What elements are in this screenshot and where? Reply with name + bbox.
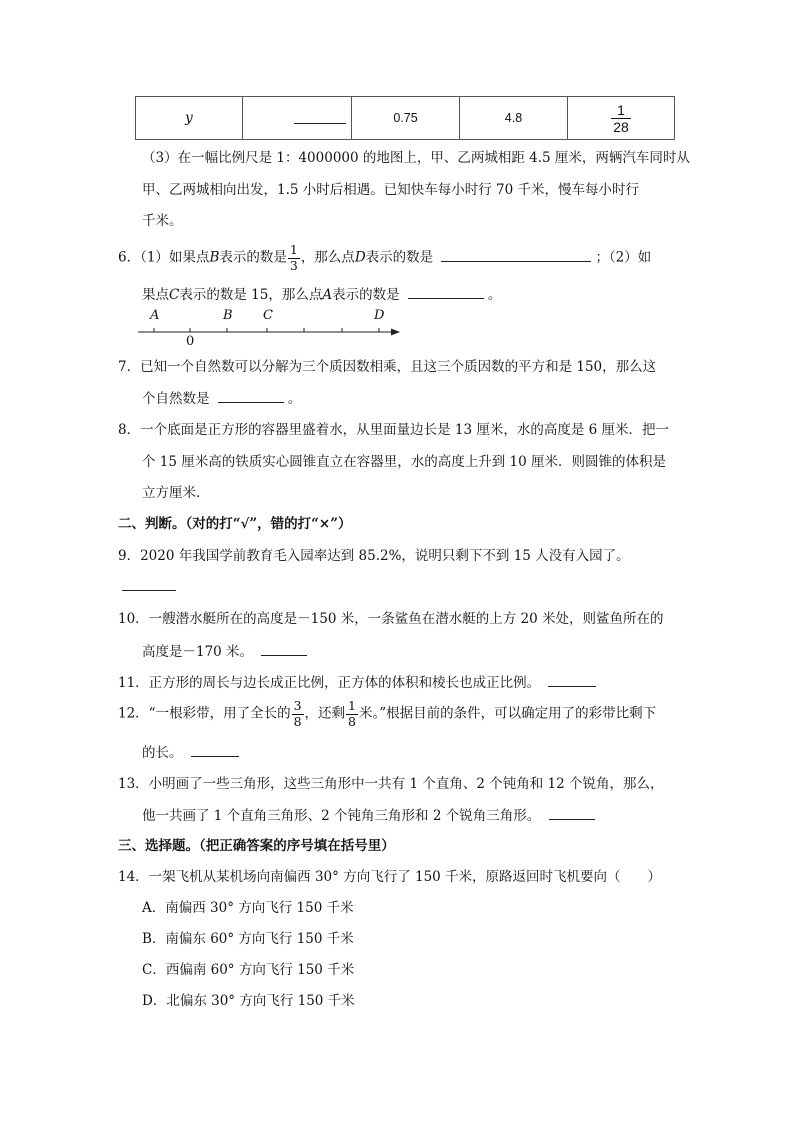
answer-blank [408, 284, 484, 299]
answer-blank [548, 672, 596, 687]
fraction: $\frac{1}{3}$ [289, 242, 298, 273]
q13-line1: 13．小明画了一些三角形，这些三角形中一共有 1 个直角、2 个钝角和 12 个锐角，那么， [118, 776, 664, 792]
fraction-numerator: 1 [611, 103, 631, 119]
q6-line1 [118, 244, 651, 272]
q6-text: ，那么点 [300, 249, 355, 266]
number-line-label-d: D [374, 308, 385, 323]
number-line-label-b: B [223, 308, 233, 323]
table-cell-label: y [136, 97, 243, 140]
q8-line2: 个 15 厘米高的铁质实心圆锥直立在容器里，水的高度上升到 10 厘米．则圆锥的体积是 [142, 454, 667, 470]
table-cell-blank [243, 97, 352, 140]
q14-option-a: A．南偏西 30° 方向飞行 150 千米 [142, 900, 354, 916]
section-heading-choice: 三、选择题。（把正确答案的序号填在括号里） [118, 838, 395, 854]
q13-line2: 他一共画了 1 个直角三角形、2 个钝角三角形和 2 个锐角三角形。 [142, 805, 599, 826]
fraction-denominator: 28 [613, 118, 629, 135]
q5-3-line3: 千米。 [142, 213, 183, 229]
number-line-label-c: C [263, 308, 273, 323]
answer-blank [294, 109, 346, 124]
q10-line2: 高度是－170 米。 [142, 641, 311, 662]
q14-stem: 14．一架飞机从某机场向南偏西 30° 方向飞行了 150 千米，原路返回时飞机要向（ ） [118, 869, 662, 885]
q12-line2: 的长。 [142, 742, 243, 763]
table-cell: 0.75 [352, 97, 460, 140]
q8-line1: 8．一个底面是正方形的容器里盛着水，从里面量边长是 13 厘米，水的高度是 6 厘米．把一 [118, 422, 670, 438]
q6-text: 表示的数是 [219, 249, 287, 266]
point-a: A [322, 287, 333, 303]
point-b: B [209, 249, 220, 266]
section-heading-judge: 二、判断。（对的打“√”，错的打“×”） [118, 516, 352, 532]
fraction [611, 103, 631, 134]
answer-blank [191, 742, 239, 757]
q11-line: 11．正方形的周长与边长成正比例，正方体的体积和棱长也成正比例。 [118, 672, 600, 693]
number-line [138, 306, 408, 350]
q9-answer [118, 576, 180, 597]
q14-option-b: B．南偏东 60° 方向飞行 150 千米 [142, 931, 354, 947]
q6-line2: 果点C表示的数是 15，那么点A表示的数是 。 [142, 284, 501, 305]
q14-option-d: D．北偏东 30° 方向飞行 150 千米 [142, 993, 355, 1009]
q6-text: ；（2）如 [595, 249, 652, 266]
number-line-label-a: A [150, 308, 160, 323]
q12-line1: 12．“一根彩带，用了全长的 $\frac{3}{8}$ ，还剩 $\frac{1}{8}$ 米。”根据目前的条件，可以确定用了的彩带比剩下 [118, 698, 657, 729]
answer-blank [441, 247, 591, 262]
number-line-zero: 0 [186, 334, 195, 349]
q5-3-line2: 甲、乙两城相向出发，1.5 小时后相遇。已知快车每小时行 70 千米，慢车每小时行 [142, 182, 640, 198]
table-cell-fraction [568, 97, 675, 140]
proportion-table [135, 96, 675, 140]
q14-option-c: C．西偏南 60° 方向飞行 150 千米 [142, 962, 355, 978]
q6-text: 表示的数是 [365, 249, 434, 266]
q7-line2: 个自然数是 。 [142, 388, 301, 409]
point-d: D [354, 249, 366, 266]
q7-line1: 7．已知一个自然数可以分解为三个质因数相乘，且这三个质因数的平方和是 150，那么这 [118, 359, 657, 375]
point-c: C [169, 287, 180, 303]
number-line-axis [138, 306, 408, 350]
fraction: $\frac{3}{8}$ [293, 698, 302, 729]
table-cell: 4.8 [460, 97, 568, 140]
table-row [136, 97, 675, 140]
answer-blank [218, 388, 284, 403]
q9-line: 9．2020 年我国学前教育毛入园率达到 85.2%，说明只剩下不到 15 人没有入园了。 [118, 548, 630, 564]
q8-line3: 立方厘米． [142, 485, 210, 501]
fraction: $\frac{1}{8}$ [348, 698, 356, 729]
q10-line1: 10．一艘潜水艇所在的高度是－150 米，一条鲨鱼在潜水艇的上方 20 米处，则鲨鱼所在的 [118, 611, 664, 627]
answer-blank [261, 641, 307, 656]
q6-text: 6．（1）如果点 [118, 249, 210, 266]
answer-blank [549, 805, 595, 820]
q5-3-line1: （3）在一幅比例尺是 1：4000000 的地图上，甲、乙两城相距 4.5 厘米，两辆汽车同时从 [142, 150, 690, 166]
answer-blank [122, 576, 176, 591]
